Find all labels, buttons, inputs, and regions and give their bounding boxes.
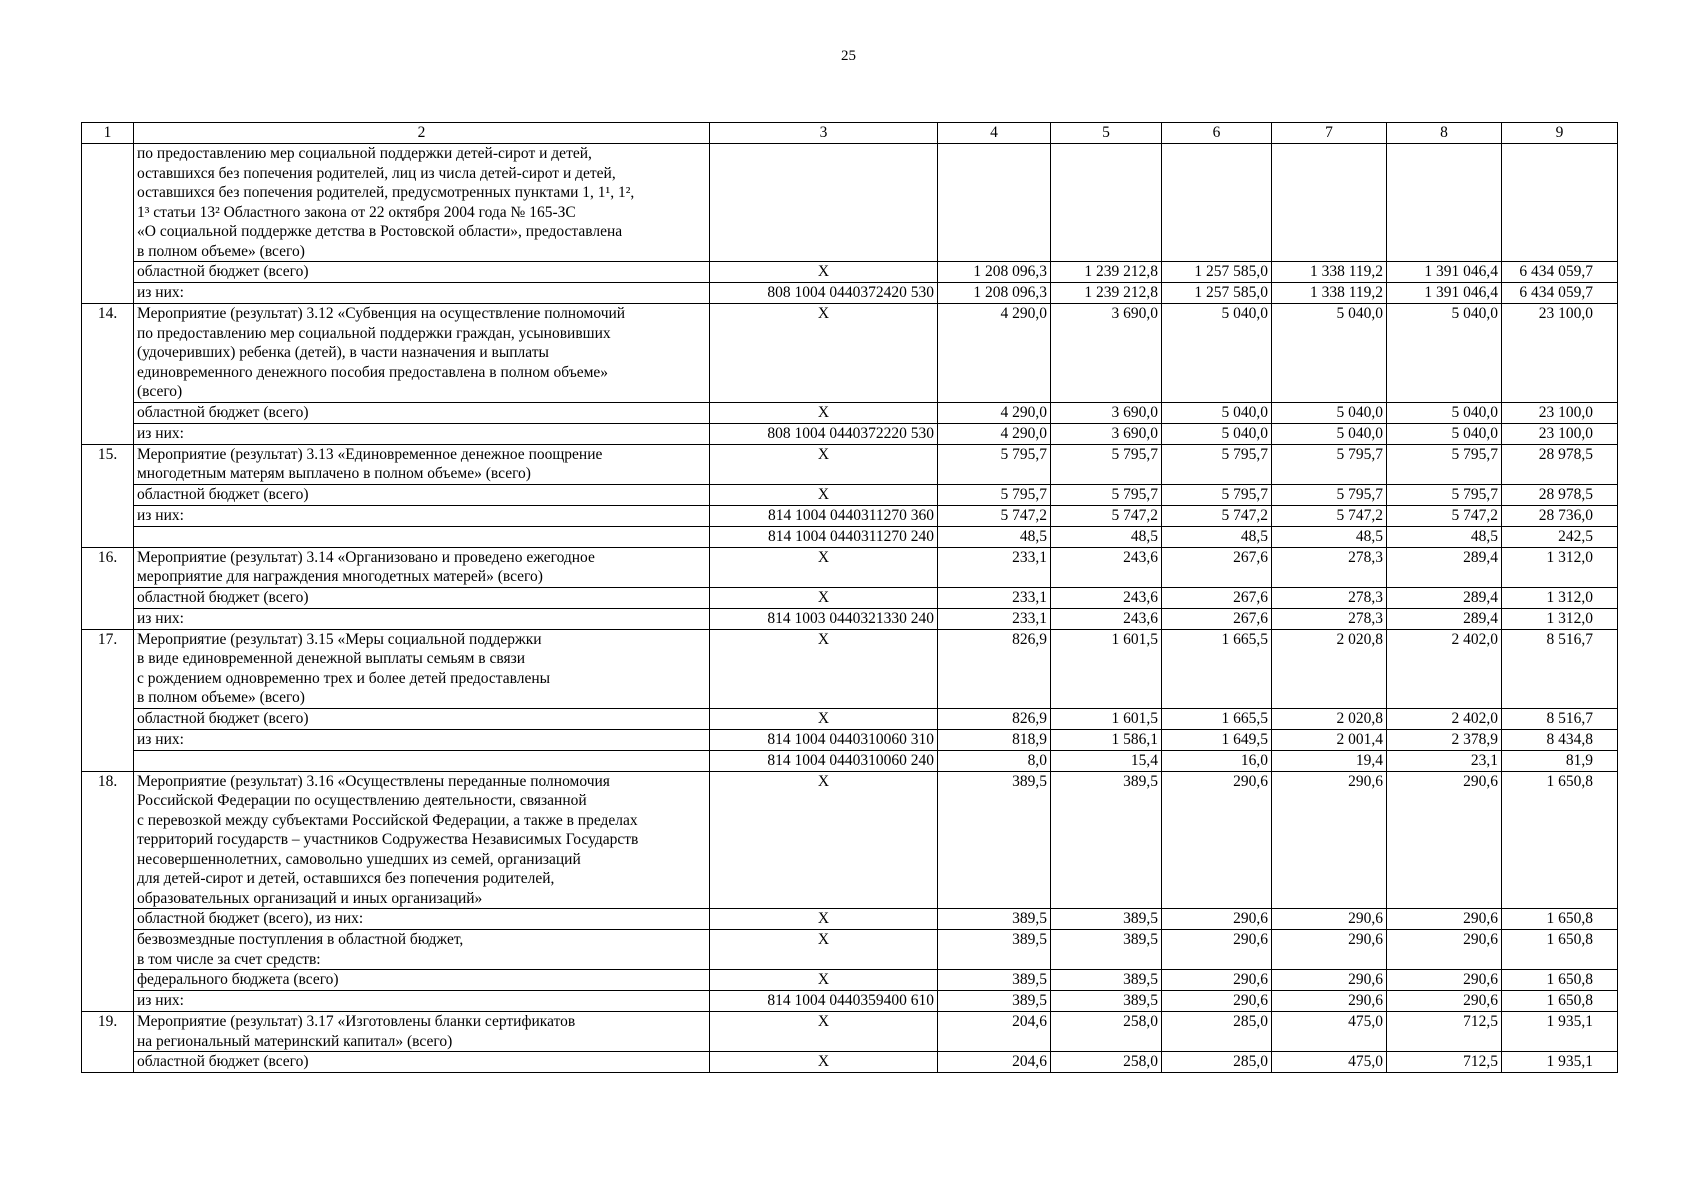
activity-name: Мероприятие (результат) 3.16 «Осуществлены переданные полномочия Российской Федерации по осуществлению деятельности, связанной с перевозкой между субъектами Российской Федерации, а также в пределах территорий государств – участников Содружества Независимых Государств несовершеннолетних, самовольно ушедших из семей, организаций для детей-сирот и детей, оставшихся без попечения родителей, образовательных организаций и иных организаций» (134, 771, 710, 909)
amount-cell: 16,0 (1162, 750, 1272, 771)
amount-cell: 1 586,1 (1051, 729, 1162, 750)
amount-cell: 2 402,0 (1387, 629, 1502, 708)
table-row (82, 444, 1618, 484)
budget-code: X (710, 771, 938, 909)
amount-cell: 1 239 212,8 (1051, 283, 1162, 304)
table-row (82, 970, 1618, 991)
activity-name: федерального бюджета (всего) (134, 970, 710, 991)
budget-code: 814 1004 0440359400 610 (710, 991, 938, 1012)
amount-cell: 5 795,7 (1387, 484, 1502, 505)
budget-code: X (710, 444, 938, 484)
header-cell: 7 (1272, 123, 1387, 144)
amount-cell: 289,4 (1387, 587, 1502, 608)
amount-cell: 5 795,7 (1387, 444, 1502, 484)
amount-cell: 826,9 (938, 708, 1051, 729)
amount-cell: 5 795,7 (1272, 444, 1387, 484)
budget-code: 814 1004 0440310060 310 (710, 729, 938, 750)
budget-code: X (710, 708, 938, 729)
amount-cell: 1 208 096,3 (938, 262, 1051, 283)
amount-cell: 1 312,0 (1502, 547, 1618, 587)
amount-cell: 1 935,1 (1502, 1052, 1618, 1073)
header-cell: 5 (1051, 123, 1162, 144)
amount-cell: 389,5 (1051, 991, 1162, 1012)
amount-cell: 1 650,8 (1502, 771, 1618, 909)
amount-cell: 3 690,0 (1051, 402, 1162, 423)
budget-code: X (710, 970, 938, 991)
activity-name: из них: (134, 729, 710, 750)
amount-cell: 285,0 (1162, 1052, 1272, 1073)
amount-cell: 242,5 (1502, 526, 1618, 547)
amount-cell: 290,6 (1272, 991, 1387, 1012)
amount-cell: 6 434 059,7 (1502, 283, 1618, 304)
budget-code: 814 1003 0440321330 240 (710, 608, 938, 629)
table-row (82, 750, 1618, 771)
amount-cell: 389,5 (1051, 909, 1162, 930)
amount-cell (1387, 144, 1502, 262)
budget-code: 808 1004 0440372220 530 (710, 423, 938, 444)
amount-cell: 1 312,0 (1502, 587, 1618, 608)
row-number: 18. (82, 771, 134, 1012)
amount-cell: 8 434,8 (1502, 729, 1618, 750)
amount-cell: 1 601,5 (1051, 708, 1162, 729)
amount-cell: 1 650,8 (1502, 930, 1618, 970)
amount-cell: 278,3 (1272, 587, 1387, 608)
amount-cell: 48,5 (1272, 526, 1387, 547)
amount-cell: 290,6 (1162, 991, 1272, 1012)
table-row (82, 283, 1618, 304)
amount-cell: 1 257 585,0 (1162, 262, 1272, 283)
budget-code: X (710, 262, 938, 283)
amount-cell: 5 747,2 (1162, 505, 1272, 526)
budget-code: X (710, 629, 938, 708)
amount-cell (1162, 144, 1272, 262)
budget-code: X (710, 484, 938, 505)
activity-name: Мероприятие (результат) 3.15 «Меры социальной поддержки в виде единовременной денежной выплаты семьям в связи с рождением одновременно трех и более детей предоставлены в полном объеме» (всего) (134, 629, 710, 708)
amount-cell: 290,6 (1162, 930, 1272, 970)
amount-cell: 1 312,0 (1502, 608, 1618, 629)
amount-cell: 389,5 (938, 930, 1051, 970)
row-number: 17. (82, 629, 134, 771)
amount-cell: 1 257 585,0 (1162, 283, 1272, 304)
amount-cell: 712,5 (1387, 1052, 1502, 1073)
amount-cell: 389,5 (1051, 970, 1162, 991)
amount-cell: 4 290,0 (938, 402, 1051, 423)
amount-cell: 15,4 (1051, 750, 1162, 771)
table-row (82, 526, 1618, 547)
amount-cell (1051, 144, 1162, 262)
activity-name: областной бюджет (всего) (134, 484, 710, 505)
budget-code: X (710, 304, 938, 403)
amount-cell: 290,6 (1162, 970, 1272, 991)
amount-cell: 389,5 (938, 771, 1051, 909)
amount-cell: 475,0 (1272, 1012, 1387, 1052)
activity-name (134, 526, 710, 547)
activity-name: по предоставлению мер социальной поддержки детей-сирот и детей, оставшихся без попечения родителей, лиц из числа детей-сирот и детей, оставшихся без попечения родителей, предусмотренных пунктами 1, 1¹, 1², 1³ статьи 13² Областного закона от 22 октября 2004 года № 165-ЗС «О социальной поддержке детства в Ростовской области», предоставлена в полном объеме» (всего) (134, 144, 710, 262)
amount-cell: 267,6 (1162, 547, 1272, 587)
amount-cell (1272, 144, 1387, 262)
budget-code: 808 1004 0440372420 530 (710, 283, 938, 304)
amount-cell: 290,6 (1272, 930, 1387, 970)
table-row (82, 1052, 1618, 1073)
activity-name: из них: (134, 505, 710, 526)
amount-cell: 712,5 (1387, 1012, 1502, 1052)
amount-cell: 233,1 (938, 547, 1051, 587)
table-row (82, 909, 1618, 930)
amount-cell: 389,5 (938, 909, 1051, 930)
amount-cell: 5 040,0 (1387, 304, 1502, 403)
amount-cell: 243,6 (1051, 587, 1162, 608)
amount-cell: 5 747,2 (1387, 505, 1502, 526)
budget-code: X (710, 587, 938, 608)
amount-cell: 389,5 (1051, 771, 1162, 909)
amount-cell: 475,0 (1272, 1052, 1387, 1073)
activity-name: областной бюджет (всего) (134, 1052, 710, 1073)
activity-name (134, 750, 710, 771)
activity-name: безвозмездные поступления в областной бюджет, в том числе за счет средств: (134, 930, 710, 970)
amount-cell: 204,6 (938, 1012, 1051, 1052)
amount-cell: 2 020,8 (1272, 708, 1387, 729)
budget-code: X (710, 402, 938, 423)
row-number: 16. (82, 547, 134, 629)
amount-cell: 6 434 059,7 (1502, 262, 1618, 283)
amount-cell: 290,6 (1272, 771, 1387, 909)
amount-cell: 5 747,2 (938, 505, 1051, 526)
amount-cell: 5 040,0 (1272, 304, 1387, 403)
table-row (82, 771, 1618, 909)
budget-code: 814 1004 0440311270 240 (710, 526, 938, 547)
amount-cell: 290,6 (1387, 970, 1502, 991)
amount-cell: 48,5 (1387, 526, 1502, 547)
amount-cell (938, 144, 1051, 262)
table-row (82, 547, 1618, 587)
amount-cell: 48,5 (1051, 526, 1162, 547)
page-number: 25 (841, 48, 856, 64)
amount-cell: 290,6 (1387, 930, 1502, 970)
amount-cell: 5 795,7 (1051, 444, 1162, 484)
amount-cell: 258,0 (1051, 1012, 1162, 1052)
amount-cell: 233,1 (938, 587, 1051, 608)
amount-cell: 1 935,1 (1502, 1012, 1618, 1052)
table-row (82, 505, 1618, 526)
amount-cell: 389,5 (938, 991, 1051, 1012)
header-row (82, 123, 1618, 144)
amount-cell: 2 402,0 (1387, 708, 1502, 729)
amount-cell: 290,6 (1387, 909, 1502, 930)
budget-code: X (710, 1052, 938, 1073)
amount-cell: 5 747,2 (1051, 505, 1162, 526)
activity-name: областной бюджет (всего) (134, 402, 710, 423)
activity-name: Мероприятие (результат) 3.17 «Изготовлены бланки сертификатов на региональный материнский капитал» (всего) (134, 1012, 710, 1052)
amount-cell: 8,0 (938, 750, 1051, 771)
amount-cell: 289,4 (1387, 547, 1502, 587)
amount-cell: 5 795,7 (1162, 444, 1272, 484)
amount-cell: 5 795,7 (938, 444, 1051, 484)
amount-cell: 1 391 046,4 (1387, 283, 1502, 304)
table-row (82, 1012, 1618, 1052)
amount-cell: 389,5 (938, 970, 1051, 991)
table-row (82, 402, 1618, 423)
amount-cell: 258,0 (1051, 1052, 1162, 1073)
amount-cell: 290,6 (1387, 771, 1502, 909)
amount-cell: 5 747,2 (1272, 505, 1387, 526)
amount-cell: 28 978,5 (1502, 444, 1618, 484)
amount-cell: 5 040,0 (1387, 423, 1502, 444)
amount-cell: 289,4 (1387, 608, 1502, 629)
table-row (82, 262, 1618, 283)
amount-cell: 5 795,7 (1162, 484, 1272, 505)
activity-name: из них: (134, 991, 710, 1012)
activity-name: Мероприятие (результат) 3.12 «Субвенция на осуществление полномочий по предоставлению мер социальной поддержки граждан, усыновивших (удочеривших) ребенка (детей), в части назначения и выплаты единовременного денежного пособия предоставлена в полном объеме» (всего) (134, 304, 710, 403)
row-number: 15. (82, 444, 134, 547)
table-row (82, 304, 1618, 403)
amount-cell: 1 338 119,2 (1272, 262, 1387, 283)
amount-cell: 818,9 (938, 729, 1051, 750)
amount-cell: 1 239 212,8 (1051, 262, 1162, 283)
amount-cell: 23 100,0 (1502, 402, 1618, 423)
header-cell: 3 (710, 123, 938, 144)
amount-cell: 1 208 096,3 (938, 283, 1051, 304)
amount-cell: 233,1 (938, 608, 1051, 629)
header-cell: 2 (134, 123, 710, 144)
header-cell: 1 (82, 123, 134, 144)
amount-cell: 278,3 (1272, 547, 1387, 587)
table-row (82, 587, 1618, 608)
amount-cell: 5 795,7 (1272, 484, 1387, 505)
amount-cell: 5 040,0 (1387, 402, 1502, 423)
activity-name: областной бюджет (всего) (134, 262, 710, 283)
amount-cell: 8 516,7 (1502, 629, 1618, 708)
row-number: 14. (82, 304, 134, 445)
amount-cell: 4 290,0 (938, 304, 1051, 403)
row-number: 19. (82, 1012, 134, 1073)
table-row (82, 608, 1618, 629)
amount-cell: 28 736,0 (1502, 505, 1618, 526)
header-cell: 8 (1387, 123, 1502, 144)
budget-code: X (710, 930, 938, 970)
activity-name: Мероприятие (результат) 3.14 «Организовано и проведено ежегодное мероприятие для награждения многодетных матерей» (всего) (134, 547, 710, 587)
amount-cell: 1 665,5 (1162, 708, 1272, 729)
amount-cell: 243,6 (1051, 608, 1162, 629)
amount-cell: 290,6 (1162, 909, 1272, 930)
table-row (82, 729, 1618, 750)
amount-cell: 1 650,8 (1502, 909, 1618, 930)
table-row (82, 629, 1618, 708)
amount-cell: 5 795,7 (1051, 484, 1162, 505)
table-row (82, 484, 1618, 505)
activity-name: Мероприятие (результат) 3.13 «Единовременное денежное поощрение многодетным матерям выплачено в полном объеме» (всего) (134, 444, 710, 484)
activity-name: из них: (134, 423, 710, 444)
amount-cell: 1 601,5 (1051, 629, 1162, 708)
table-row (82, 144, 1618, 262)
amount-cell: 8 516,7 (1502, 708, 1618, 729)
amount-cell: 3 690,0 (1051, 304, 1162, 403)
table-row (82, 708, 1618, 729)
amount-cell: 23 100,0 (1502, 423, 1618, 444)
amount-cell: 1 649,5 (1162, 729, 1272, 750)
amount-cell: 243,6 (1051, 547, 1162, 587)
amount-cell: 267,6 (1162, 608, 1272, 629)
activity-name: областной бюджет (всего) (134, 708, 710, 729)
table-row (82, 423, 1618, 444)
amount-cell: 5 040,0 (1162, 304, 1272, 403)
amount-cell: 267,6 (1162, 587, 1272, 608)
amount-cell: 1 338 119,2 (1272, 283, 1387, 304)
amount-cell: 278,3 (1272, 608, 1387, 629)
budget-code: 814 1004 0440310060 240 (710, 750, 938, 771)
amount-cell: 290,6 (1272, 970, 1387, 991)
activity-name: областной бюджет (всего), из них: (134, 909, 710, 930)
amount-cell: 3 690,0 (1051, 423, 1162, 444)
header-cell: 9 (1502, 123, 1618, 144)
amount-cell: 28 978,5 (1502, 484, 1618, 505)
amount-cell: 1 391 046,4 (1387, 262, 1502, 283)
table-row (82, 930, 1618, 970)
budget-code: X (710, 547, 938, 587)
activity-name: из них: (134, 283, 710, 304)
amount-cell: 5 040,0 (1162, 423, 1272, 444)
amount-cell: 19,4 (1272, 750, 1387, 771)
amount-cell: 5 040,0 (1272, 423, 1387, 444)
amount-cell (1502, 144, 1618, 262)
amount-cell: 23 100,0 (1502, 304, 1618, 403)
budget-code: X (710, 909, 938, 930)
budget-code: X (710, 1012, 938, 1052)
amount-cell: 1 650,8 (1502, 970, 1618, 991)
amount-cell: 204,6 (938, 1052, 1051, 1073)
amount-cell: 4 290,0 (938, 423, 1051, 444)
amount-cell: 2 020,8 (1272, 629, 1387, 708)
amount-cell: 826,9 (938, 629, 1051, 708)
amount-cell: 1 650,8 (1502, 991, 1618, 1012)
activity-name: из них: (134, 608, 710, 629)
amount-cell: 5 040,0 (1272, 402, 1387, 423)
amount-cell: 48,5 (1162, 526, 1272, 547)
amount-cell: 285,0 (1162, 1012, 1272, 1052)
amount-cell: 23,1 (1387, 750, 1502, 771)
budget-code (710, 144, 938, 262)
amount-cell: 2 001,4 (1272, 729, 1387, 750)
budget-code: 814 1004 0440311270 360 (710, 505, 938, 526)
amount-cell: 81,9 (1502, 750, 1618, 771)
amount-cell: 48,5 (938, 526, 1051, 547)
amount-cell: 290,6 (1387, 991, 1502, 1012)
amount-cell: 1 665,5 (1162, 629, 1272, 708)
amount-cell: 290,6 (1272, 909, 1387, 930)
amount-cell: 290,6 (1162, 771, 1272, 909)
amount-cell: 389,5 (1051, 930, 1162, 970)
table-row (82, 991, 1618, 1012)
activity-name: областной бюджет (всего) (134, 587, 710, 608)
header-cell: 6 (1162, 123, 1272, 144)
row-number (82, 144, 134, 304)
amount-cell: 5 040,0 (1162, 402, 1272, 423)
amount-cell: 5 795,7 (938, 484, 1051, 505)
header-cell: 4 (938, 123, 1051, 144)
amount-cell: 2 378,9 (1387, 729, 1502, 750)
budget-table (81, 122, 1618, 1073)
